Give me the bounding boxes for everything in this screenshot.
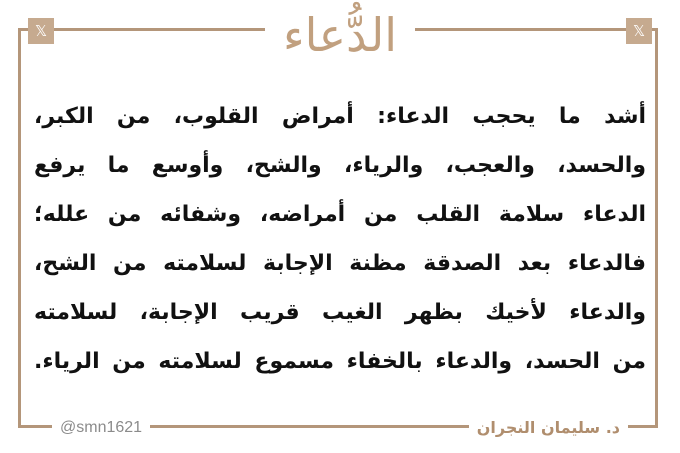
quote-line: والدعاء لأخيك بظهر الغيب قريب الإجابة، لسلامته [34,300,646,325]
quote-line: والحسد، والعجب، والرياء، والشح، وأوسع ما يرفع [34,153,646,178]
author-name: د. سليمان النجران [469,418,628,438]
social-handle: @smn1621 [52,418,150,438]
x-logo-icon: 𝕏 [28,18,54,44]
quote-body [34,92,646,386]
page-title: الدُّعاء [265,0,415,70]
title-wrap [0,0,680,70]
quote-line: من الحسد، والدعاء بالخفاء مسموع لسلامته من الرياء. [34,349,646,374]
x-logo-icon: 𝕏 [626,18,652,44]
quote-line: فالدعاء بعد الصدقة مظنة الإجابة لسلامته من الشح، [34,251,646,276]
quote-line: أشد ما يحجب الدعاء: أمراض القلوب، من الكبر، [34,104,646,129]
quote-line: الدعاء سلامة القلب من أمراضه، وشفائه من علله؛ [34,202,646,227]
